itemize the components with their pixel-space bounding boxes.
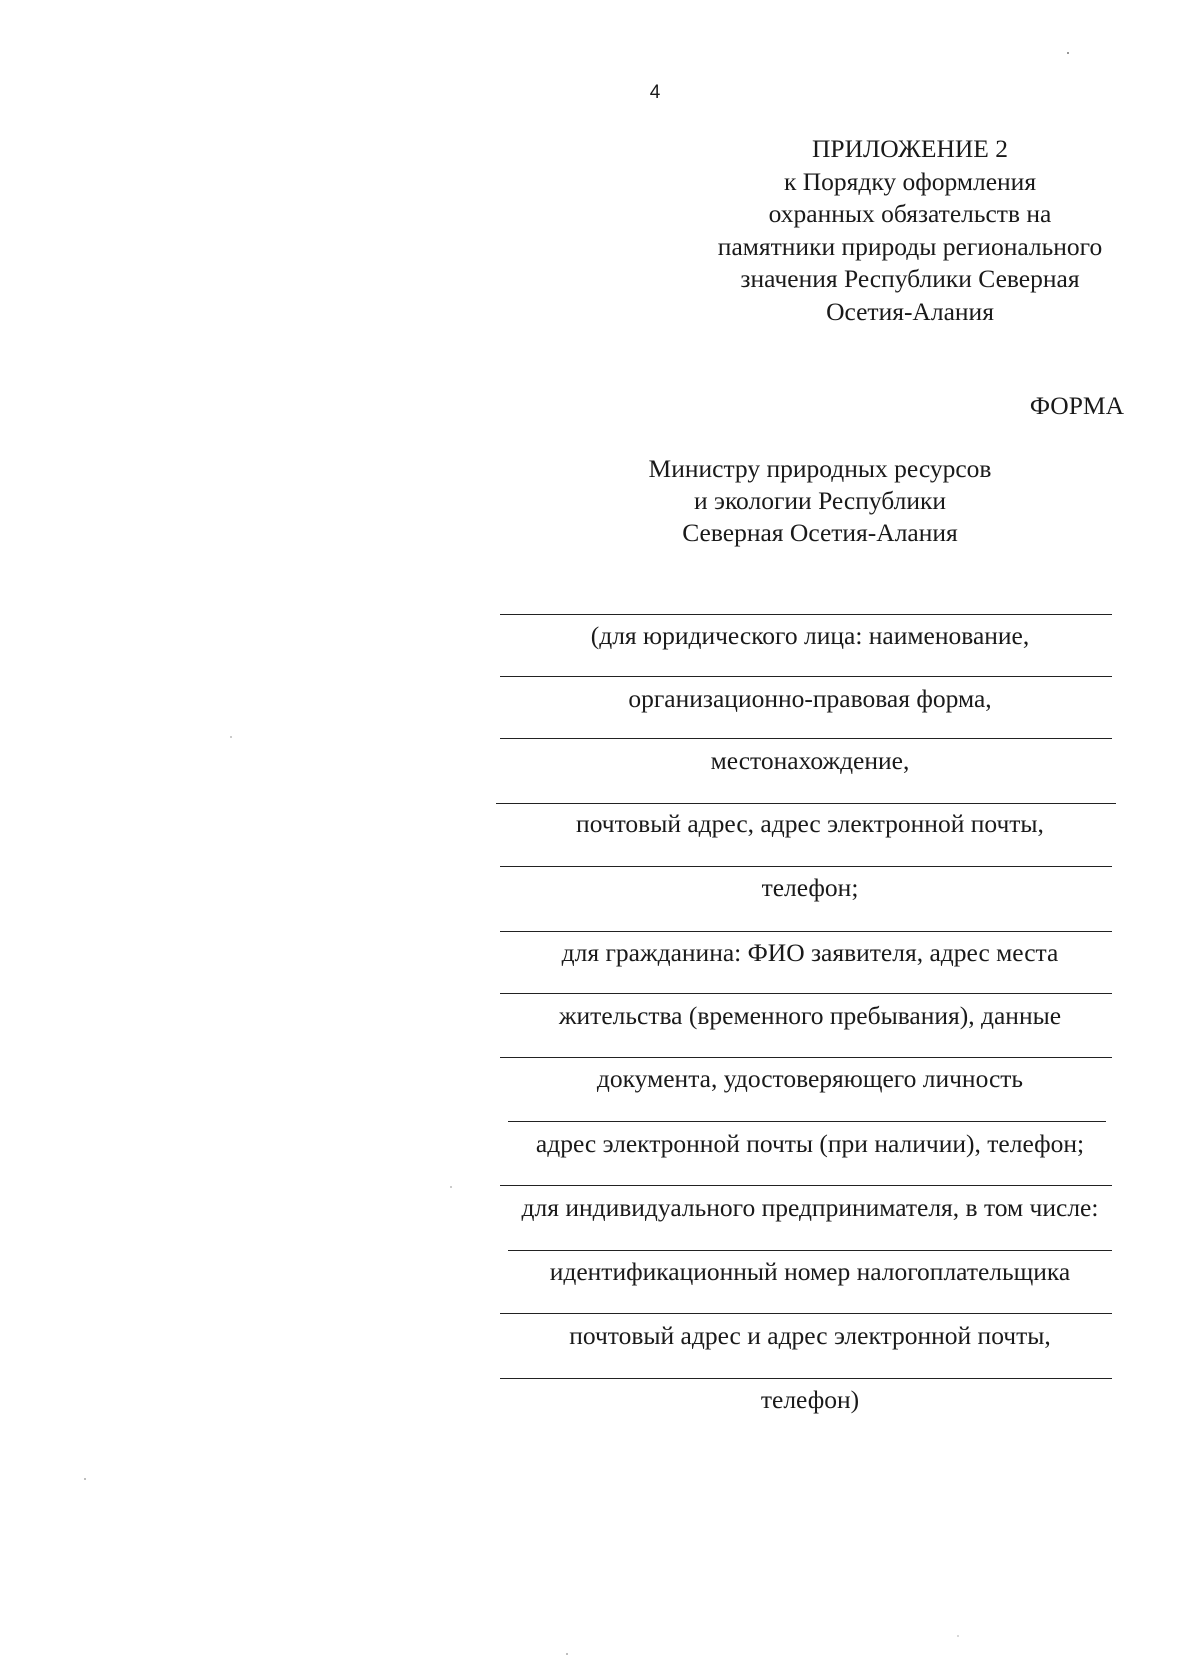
field-caption: организационно-правовая форма, xyxy=(628,684,992,713)
blank-fill-line[interactable] xyxy=(508,1250,1112,1251)
field-caption: телефон; xyxy=(761,873,859,902)
field-caption: (для юридического лица: наименование, xyxy=(590,621,1030,650)
blank-fill-line[interactable] xyxy=(500,1185,1112,1186)
appendix-header xyxy=(690,133,1130,328)
field-caption: почтовый адрес и адрес электронной почты, xyxy=(569,1321,1051,1350)
blank-fill-line[interactable] xyxy=(500,1378,1112,1379)
scan-speck xyxy=(84,1478,86,1480)
field-caption: местонахождение, xyxy=(710,746,910,775)
blank-fill-line[interactable] xyxy=(500,676,1112,677)
blank-fill-line[interactable] xyxy=(500,866,1112,867)
blank-fill-line[interactable] xyxy=(500,614,1112,615)
blank-fill-line[interactable] xyxy=(496,803,1116,804)
field-caption: адрес электронной почты (при наличии), телефон; xyxy=(535,1129,1085,1158)
blank-fill-line[interactable] xyxy=(500,738,1112,739)
appendix-line: Осетия-Алания xyxy=(826,296,994,326)
appendix-title: ПРИЛОЖЕНИЕ 2 xyxy=(811,134,1009,163)
blank-fill-line[interactable] xyxy=(508,1121,1106,1122)
blank-fill-line[interactable] xyxy=(500,993,1112,994)
field-caption: идентификационный номер налогоплательщика xyxy=(549,1257,1071,1286)
addressee-line: Министру природных ресурсов xyxy=(648,454,992,483)
blank-fill-line[interactable] xyxy=(500,1057,1112,1058)
field-caption: жительства (временного пребывания), данные xyxy=(558,1001,1062,1030)
field-caption: телефон) xyxy=(760,1385,860,1414)
addressee-block xyxy=(600,453,1040,549)
appendix-line: значения Республики Северная xyxy=(740,264,1080,293)
scan-speck xyxy=(450,1186,452,1188)
field-caption: документа, удостоверяющего личность xyxy=(596,1064,1024,1093)
appendix-line: памятники природы регионального xyxy=(717,231,1103,261)
scan-speck xyxy=(1067,52,1069,54)
addressee-line: Северная Осетия-Алания xyxy=(682,518,958,547)
blank-fill-line[interactable] xyxy=(500,1313,1112,1314)
field-caption: для индивидуального предпринимателя, в том числе: xyxy=(521,1193,1099,1222)
scan-speck xyxy=(957,1635,959,1637)
addressee-line: и экологии Республики xyxy=(694,486,946,515)
form-label: ФОРМА xyxy=(1029,391,1124,420)
appendix-line: к Порядку оформления xyxy=(783,166,1037,196)
appendix-line: охранных обязательств на xyxy=(768,199,1052,228)
field-caption: почтовый адрес, адрес электронной почты, xyxy=(576,809,1044,838)
scan-speck xyxy=(566,1653,568,1655)
page-number: 4 xyxy=(649,82,661,103)
scan-speck xyxy=(230,736,232,738)
field-caption: для гражданина: ФИО заявителя, адрес места xyxy=(561,938,1059,967)
blank-fill-line[interactable] xyxy=(500,931,1112,932)
